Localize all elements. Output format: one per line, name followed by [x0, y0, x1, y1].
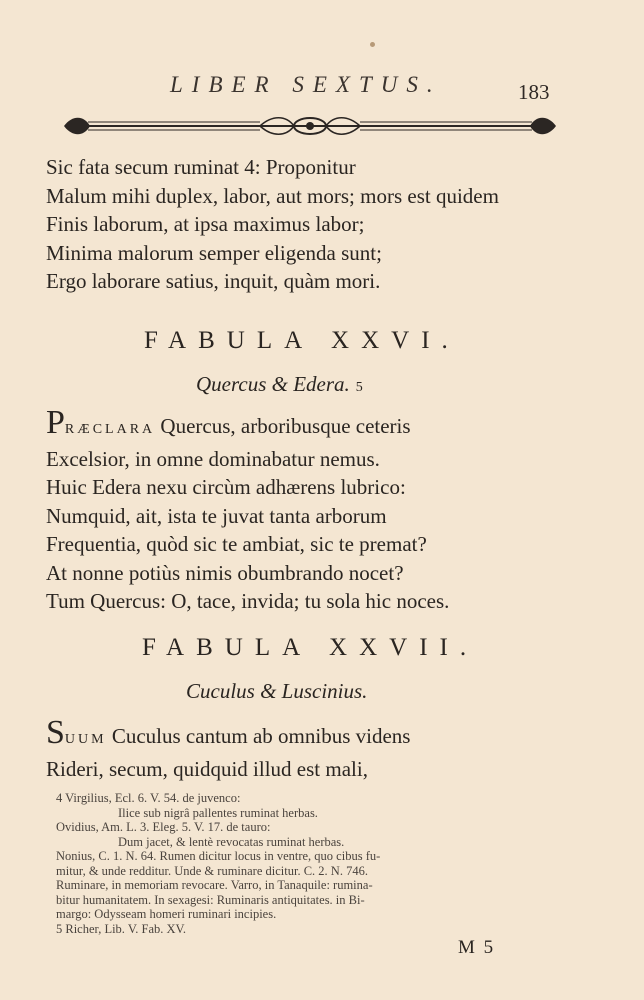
- drop-cap: P: [46, 404, 65, 441]
- footnote-line: 5 Richer, Lib. V. Fab. XV.: [56, 921, 187, 936]
- fable-26-heading: FABULA XXVI.: [144, 327, 460, 354]
- footnote-line: Nonius, C. 1. N. 64. Rumen dicitur locus in ventre, quo cibus fu-: [56, 849, 381, 863]
- fable-27-subtitle: Cuculus & Luscinius.: [186, 679, 368, 703]
- verse-line: Tum Quercus: O, tace, invida; tu sola hic noces.: [46, 589, 450, 613]
- verse-line: Minima malorum semper eligenda sunt;: [46, 240, 382, 265]
- verse-line: Frequentia, quòd sic te ambiat, sic te premat?: [46, 532, 427, 556]
- ink-spot: [370, 42, 375, 47]
- footnote-line: Ovidius, Am. L. 3. Eleg. 5. V. 17. de tauro:: [56, 820, 271, 834]
- verse-line: At nonne potiùs nimis obumbrando nocet?: [46, 560, 404, 585]
- verse-line: Finis laborum, at ipsa maximus labor;: [46, 212, 365, 236]
- footnote-line: margo: Odysseam homeri ruminari incipies.: [56, 907, 277, 921]
- verse-line: Excelsior, in omne dominabatur nemus.: [46, 446, 380, 471]
- footnotes: [56, 791, 556, 936]
- small-caps: UUM: [64, 732, 107, 747]
- footnote-line: bitur humanitatem. In sexagesi: Ruminaris antiquitates. in Bi-: [56, 892, 365, 907]
- verse-text: Cuculus cantum ab omnibus videns: [106, 724, 411, 748]
- verse-line: Rideri, secum, quidquid illud est mali,: [46, 756, 368, 781]
- fable-26-subtitle: [196, 372, 363, 397]
- fable-26-verses: [46, 404, 450, 616]
- verse-line-first: [46, 404, 449, 445]
- footnote-line: Ilice sub nigrâ pallentes ruminat herbas.: [118, 805, 318, 820]
- footnote-ref: 5: [355, 380, 363, 395]
- footnote-line: Ruminare, in memoriam revocare. Varro, in Tanaquile: rumina-: [56, 878, 373, 892]
- verse-line: Huic Edera nexu circùm adhærens lubrico:: [46, 475, 406, 499]
- opening-verses: [46, 153, 499, 296]
- fable-27-heading: FABULA XXVII.: [142, 634, 479, 661]
- footnote-line: 4 Virgilius, Ecl. 6. V. 54. de juvenco:: [56, 791, 241, 805]
- small-caps: RÆCLARA: [64, 422, 156, 437]
- verse-line: Numquid, ait, ista te juvat tanta arborum: [46, 503, 387, 528]
- footnote-line: mitur, & unde redditur. Unde & ruminare dicitur. C. 2. N. 746.: [56, 863, 368, 878]
- page-number: 183: [518, 80, 550, 104]
- signature-mark: M 5: [458, 937, 496, 958]
- fable-27-verses: [46, 714, 411, 783]
- drop-cap: S: [46, 714, 65, 751]
- verse-line-first: [46, 714, 411, 755]
- verse-line: Ergo laborare satius, inquit, quàm mori.: [46, 269, 381, 293]
- fable-26-title: Quercus & Edera.: [196, 372, 350, 396]
- verse-line: Sic fata secum ruminat 4: Proponitur: [46, 155, 356, 179]
- decorative-rule-icon: [60, 115, 560, 137]
- verse-text: Quercus, arboribusque ceteris: [155, 414, 411, 438]
- verse-line: Malum mihi duplex, labor, aut mors; mors est quidem: [46, 183, 499, 208]
- running-head: LIBER SEXTUS.: [170, 72, 442, 97]
- footnote-line: Dum jacet, & lentè revocatas ruminat herbas.: [118, 834, 345, 849]
